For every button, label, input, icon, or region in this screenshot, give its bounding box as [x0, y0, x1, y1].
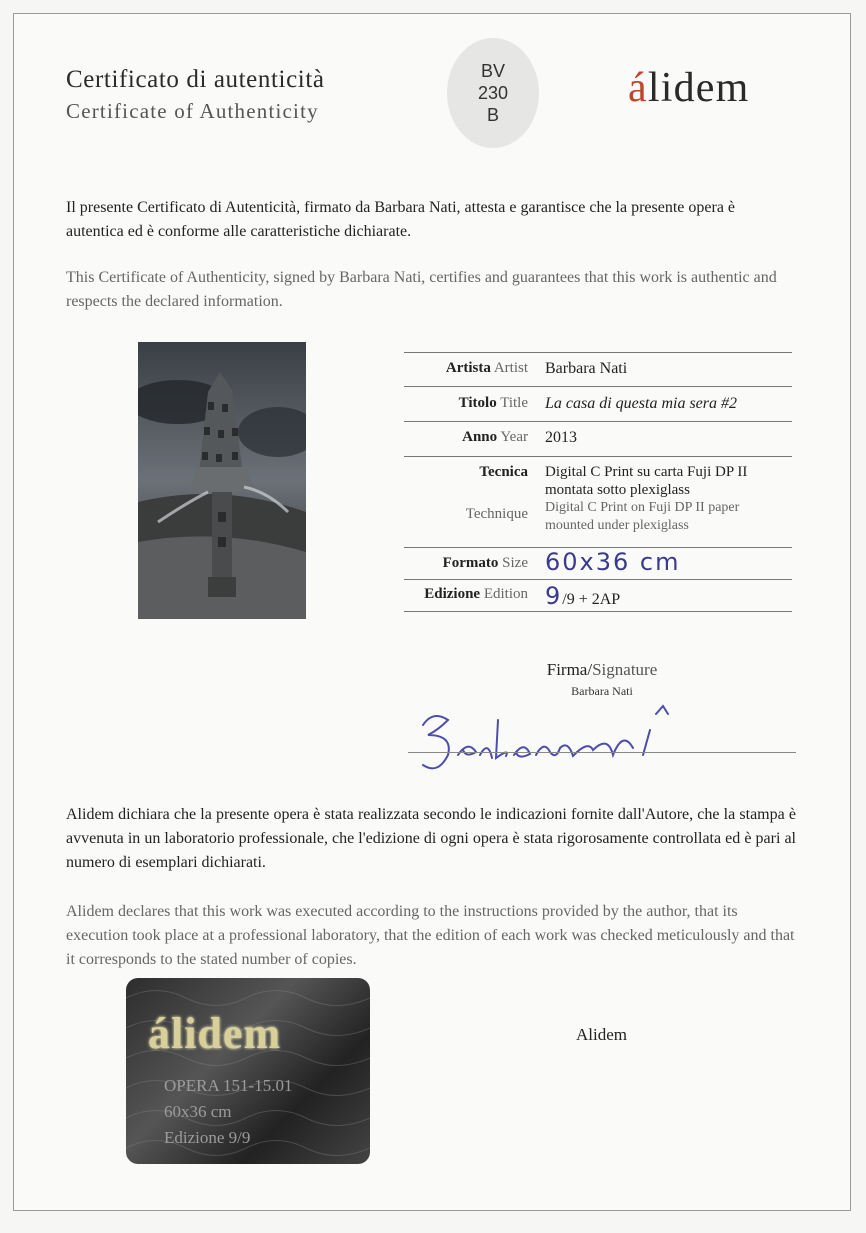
technique-value-en-1: Digital C Print on Fuji DP II paper [545, 500, 740, 515]
artwork-image [138, 342, 306, 619]
signer-name: Barbara Nati [571, 684, 633, 698]
title-value: La casa di questa mia sera #2 [545, 395, 737, 412]
edition-value-handwritten: 9 [545, 582, 563, 610]
artist-label-en: Artist [493, 360, 528, 376]
edition-label-it: Edizione [424, 586, 481, 602]
artwork-details-table [404, 352, 792, 612]
title-english: Certificate of Authenticity [66, 99, 319, 123]
declaration-english: Alidem declares that this work was executed according to the instructions provided by the author, that its execution took place at a professional laboratory, that the edition of each work was checked meticulously and that it corresponds to the stated number of copies. [66, 903, 795, 968]
row-edition [404, 579, 792, 612]
row-title [404, 386, 792, 421]
row-size [404, 547, 792, 579]
hologram-line-3: Edizione 9/9 [164, 1128, 251, 1147]
technique-label-it: Tecnica [479, 464, 528, 480]
handwritten-signature [418, 700, 698, 785]
year-label-it: Anno [462, 429, 498, 445]
stamp-line-1: BV [480, 61, 505, 81]
technique-value-it-2: montata sotto plexiglass [545, 482, 690, 498]
artist-value: Barbara Nati [545, 360, 628, 377]
edition-label-en: Edition [483, 586, 528, 602]
hologram-seal [126, 978, 370, 1164]
title-italian: Certificato di autenticità [66, 66, 325, 93]
artist-label-it: Artista [445, 360, 491, 376]
hologram-line-2: 60x36 cm [164, 1102, 232, 1121]
stamp-line-2: 230 [477, 83, 509, 103]
alidem-logo: álidem [628, 65, 750, 111]
signature-label: Firma/Signature [546, 660, 658, 679]
technique-label-en: Technique [465, 506, 528, 522]
intro-english: This Certificate of Authenticity, signed by Barbara Nati, certifies and guarantees that this work is authentic and respects the declared information. [66, 269, 777, 310]
year-value: 2013 [545, 429, 577, 446]
row-artist [404, 352, 792, 386]
hologram-line-1: OPERA 151-15.01 [164, 1076, 293, 1095]
signature-block [408, 660, 796, 699]
row-year [404, 421, 792, 456]
intro-italian: Il presente Certificato di Autenticità, firmato da Barbara Nati, attesta e garantisce che la presente opera è autentica ed è conforme alle caratteristiche dichiarate. [66, 199, 736, 240]
technique-value-en-2: mounted under plexiglass [545, 518, 689, 533]
reference-stamp [447, 38, 539, 148]
year-label-en: Year [500, 429, 528, 445]
signature-line [408, 752, 796, 753]
row-technique [404, 456, 792, 547]
edition-value-rest: /9 + 2AP [562, 591, 621, 608]
technique-value-it-1: Digital C Print su carta Fuji DP II [545, 464, 748, 480]
hologram-logo: álidem [148, 1009, 282, 1058]
size-value: 60x36 cm [545, 548, 681, 576]
declaration-italian: Alidem dichiara che la presente opera è stata realizzata secondo le indicazioni fornite dall'Autore, che la stampa è avvenuta in un laboratorio professionale, che l'edizione di ogni opera è stata rigorosamente controllata ed è pari al numero di esemplari dichiarati. [66, 806, 796, 871]
edition-value [545, 582, 620, 610]
size-label-it: Formato [442, 555, 499, 571]
size-label-en: Size [502, 555, 528, 571]
title-label-it: Titolo [458, 395, 497, 411]
issuer-name: Alidem [576, 1025, 627, 1044]
stamp-line-3: B [486, 105, 499, 125]
title-label-en: Title [500, 395, 528, 411]
